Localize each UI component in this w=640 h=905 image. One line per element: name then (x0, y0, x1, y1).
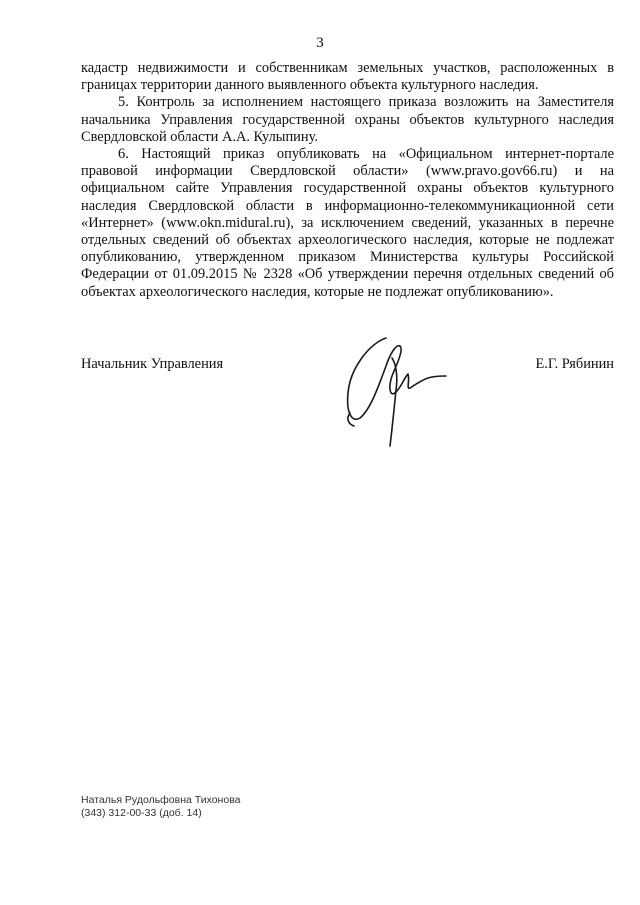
signatory-name: Е.Г. Рябинин (535, 356, 614, 372)
paragraph-continuation: кадастр недвижимости и собственникам земельных участков, расположенных в границах территории данного выявленного объекта культурного наследия. (81, 60, 614, 94)
executor-name: Наталья Рудольфовна Тихонова (81, 794, 241, 806)
executor-info (81, 794, 241, 820)
signature-image (330, 318, 460, 448)
page-number: 3 (316, 35, 324, 51)
document-body (81, 60, 614, 301)
paragraph-5: 5. Контроль за исполнением настоящего приказа возложить на Заместителя начальника Управления государственной охраны объектов культурного наследия Свердловской области А.А. Кулыпину. (81, 94, 614, 145)
executor-phone: (343) 312-00-33 (доб. 14) (81, 807, 202, 819)
signatory-position: Начальник Управления (81, 356, 224, 372)
paragraph-6: 6. Настоящий приказ опубликовать на «Официальном интернет-портале правовой информации Свердловской области» (www.pravo.gov66.ru) и на официальном сайте Управления государственной охраны объектов культурного наследия Свердловской области в информационно-телекоммуникационной сети «Интернет» (www.okn.midural.ru), за исключением сведений, указанных в перечне отдельных сведений об объектах археологического наследия, которые не подлежат опубликованию, утвержденном приказом Министерства культуры Российской Федерации от 01.09.2015 № 2328 «Об утверждении перечня отдельных сведений об объектах археологического наследия, которые не подлежат опубликованию». (81, 146, 614, 300)
signature-row (81, 356, 614, 376)
